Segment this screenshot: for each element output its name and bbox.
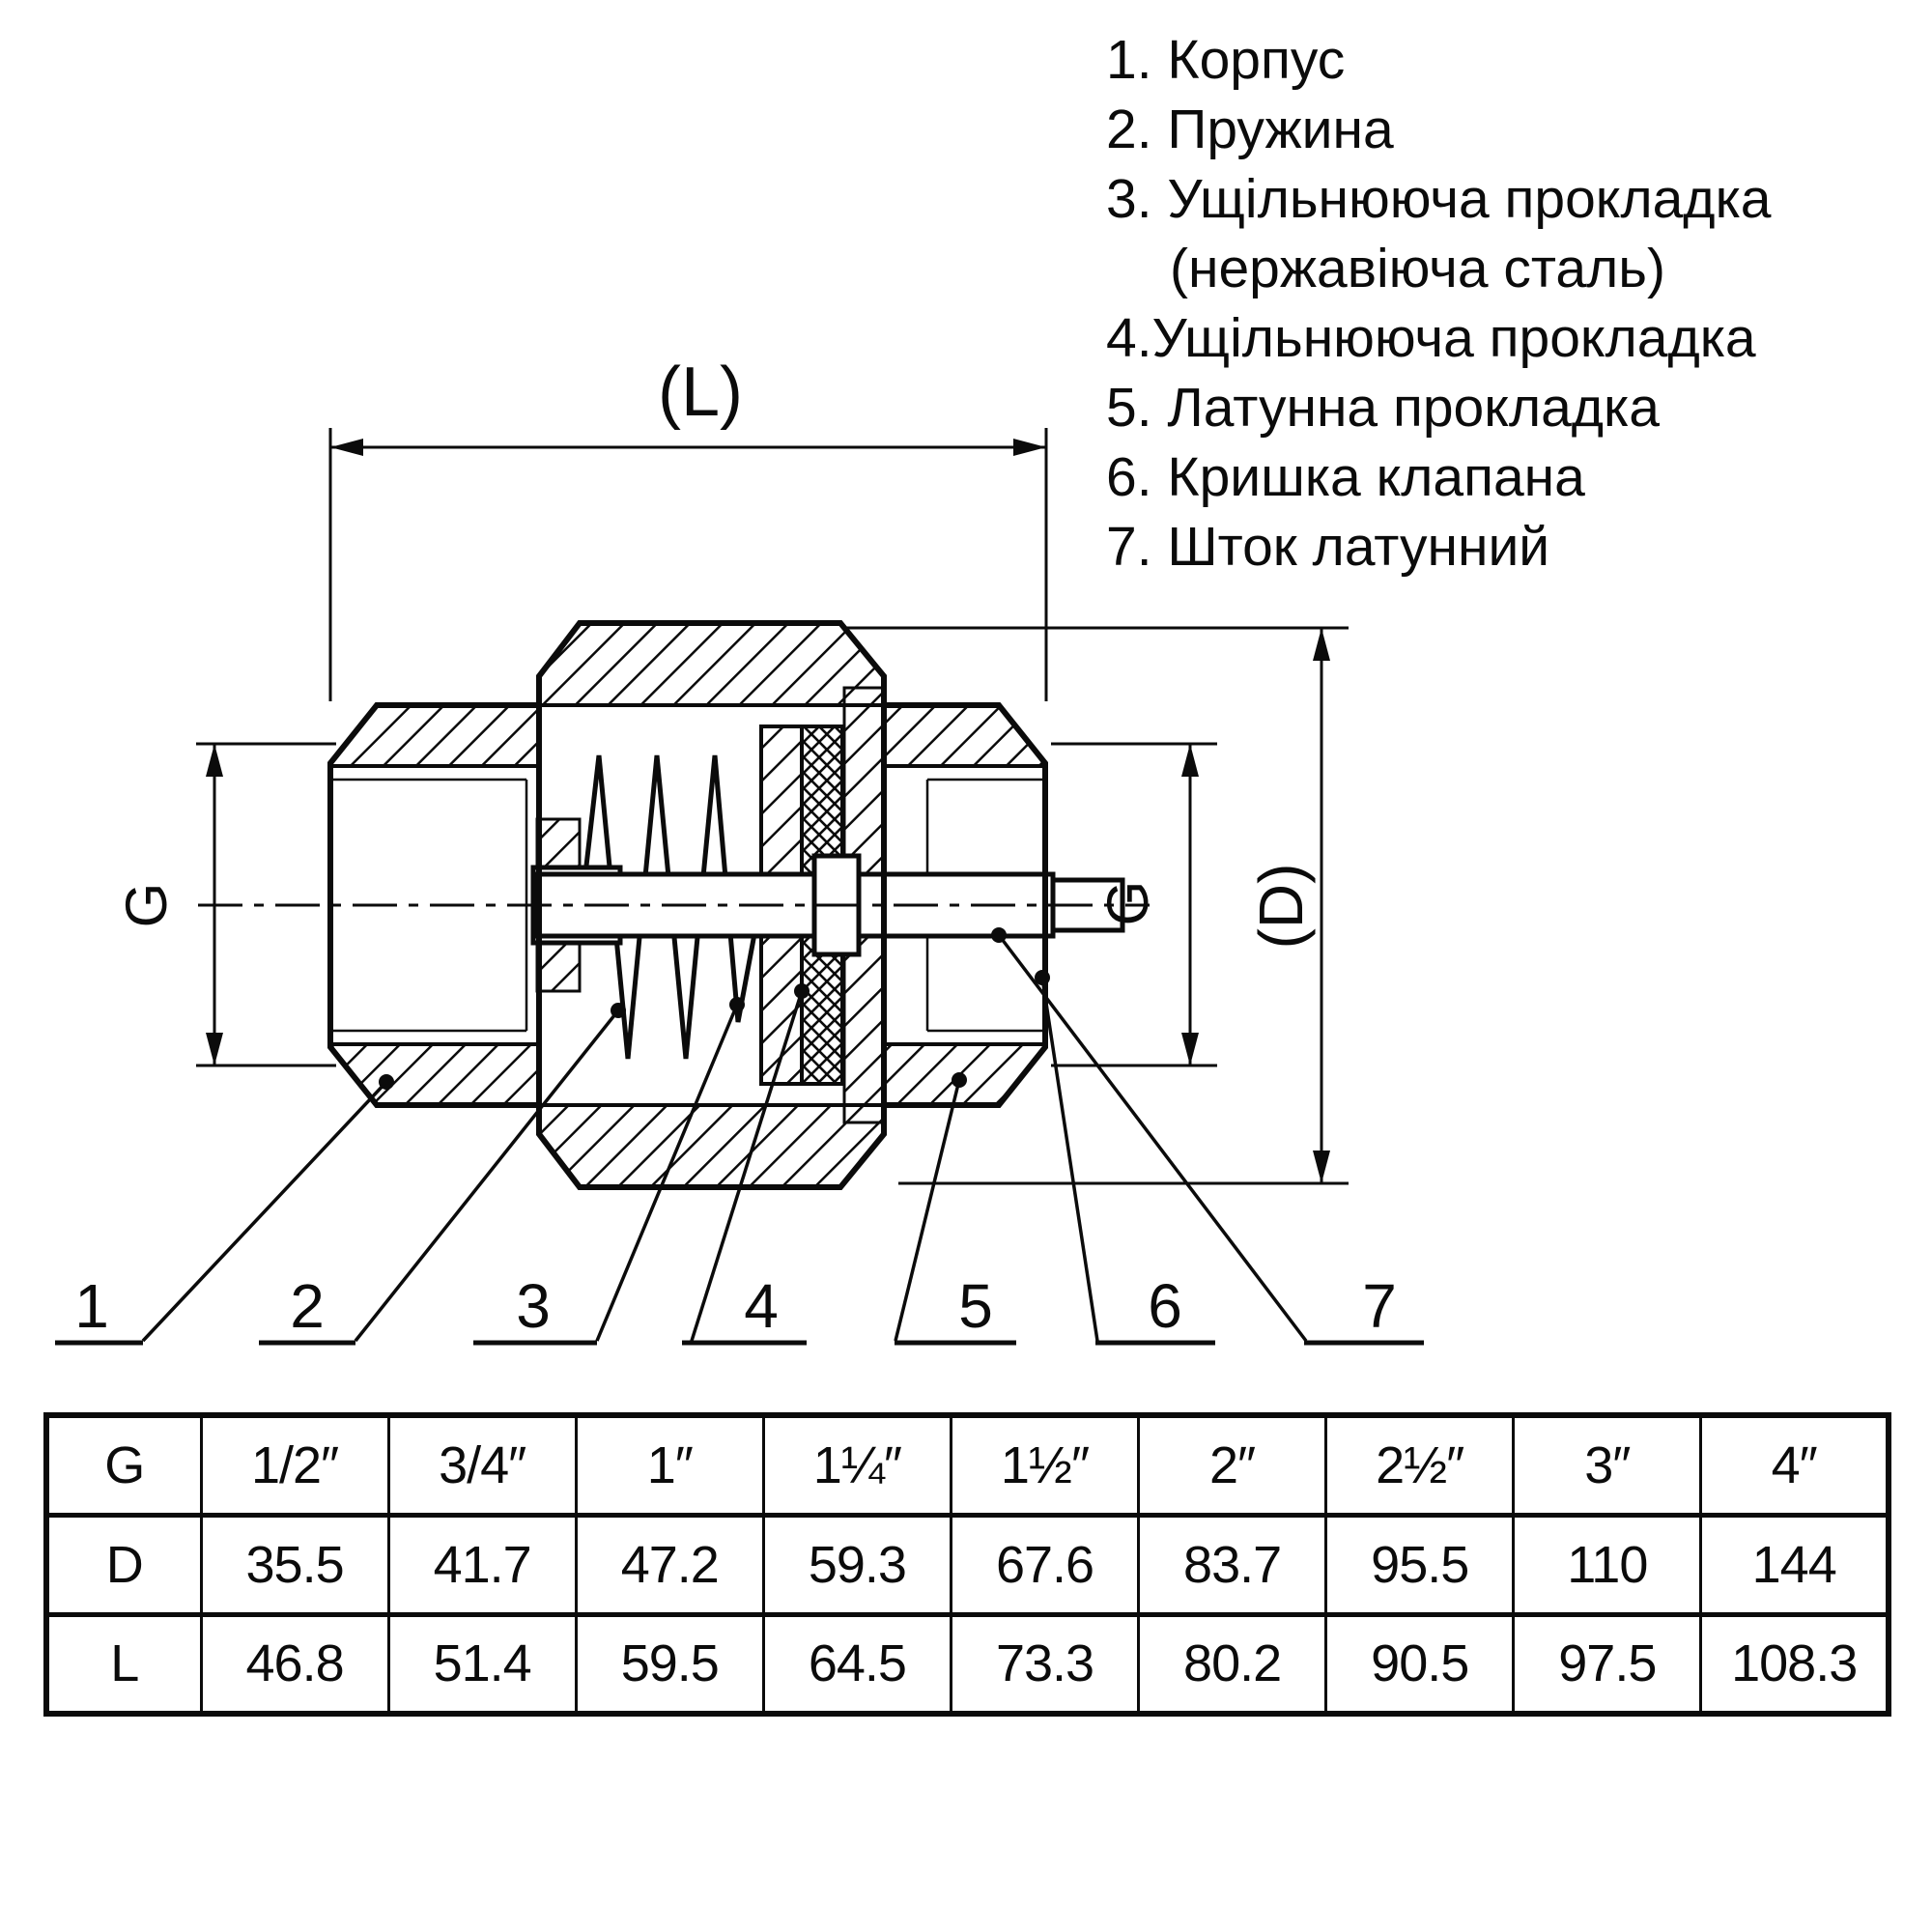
dimension-D-label: (D) bbox=[1246, 863, 1316, 950]
legend-item-3: 3. Ущільнююча прокладка bbox=[1106, 168, 1772, 230]
cell-D-1: 35.5 bbox=[201, 1515, 388, 1614]
dimension-G-right-label: G bbox=[1095, 880, 1160, 926]
cell-G-6: 2″ bbox=[1139, 1415, 1326, 1515]
cell-L-3: 59.5 bbox=[576, 1614, 763, 1714]
legend-item-7: 7. Шток латунний bbox=[1106, 516, 1550, 578]
table-row-L bbox=[46, 1614, 1889, 1714]
cell-G-3: 1″ bbox=[576, 1415, 763, 1515]
cell-L-2: 51.4 bbox=[388, 1614, 576, 1714]
callout-5: 5 bbox=[958, 1271, 993, 1341]
callout-numbers bbox=[74, 1271, 1397, 1341]
table-row-G bbox=[46, 1415, 1889, 1515]
cell-D-9: 144 bbox=[1701, 1515, 1889, 1614]
callout-3: 3 bbox=[516, 1271, 551, 1341]
callout-2: 2 bbox=[290, 1271, 325, 1341]
cell-L-4: 64.5 bbox=[763, 1614, 951, 1714]
callout-4: 4 bbox=[744, 1271, 779, 1341]
body-top-wall bbox=[539, 623, 884, 705]
cell-D-6: 83.7 bbox=[1139, 1515, 1326, 1614]
legend-item-2: 2. Пружина bbox=[1106, 99, 1394, 160]
row-header-L: L bbox=[46, 1614, 201, 1714]
cell-G-5: 1½″ bbox=[951, 1415, 1138, 1515]
cell-D-7: 95.5 bbox=[1326, 1515, 1514, 1614]
spring-seat-lower bbox=[537, 941, 580, 991]
cell-G-4: 1¼″ bbox=[763, 1415, 951, 1515]
legend-item-4: 4.Ущільнююча прокладка bbox=[1106, 307, 1756, 369]
cell-L-1: 46.8 bbox=[201, 1614, 388, 1714]
left-port-top-thread-wall bbox=[330, 705, 539, 766]
seal-gasket-lower bbox=[802, 936, 842, 1084]
legend-item-5: 5. Латунна прокладка bbox=[1106, 377, 1660, 439]
callout-6: 6 bbox=[1148, 1271, 1182, 1341]
cell-D-8: 110 bbox=[1514, 1515, 1701, 1614]
cell-D-2: 41.7 bbox=[388, 1515, 576, 1614]
cell-L-9: 108.3 bbox=[1701, 1614, 1889, 1714]
row-header-D: D bbox=[46, 1515, 201, 1614]
left-port-bottom-thread-wall bbox=[330, 1044, 539, 1105]
cell-G-2: 3/4″ bbox=[388, 1415, 576, 1515]
table-row-D bbox=[46, 1515, 1889, 1614]
legend-item-6: 6. Кришка клапана bbox=[1106, 446, 1585, 508]
legend-item-3-cont: (нержавіюча сталь) bbox=[1170, 238, 1665, 299]
size-table bbox=[43, 1412, 1891, 1717]
cell-L-6: 80.2 bbox=[1139, 1614, 1326, 1714]
cell-L-5: 73.3 bbox=[951, 1614, 1138, 1714]
seal-gasket-upper bbox=[802, 726, 842, 874]
cell-G-8: 3″ bbox=[1514, 1415, 1701, 1515]
row-header-G: G bbox=[46, 1415, 201, 1515]
legend-item-1: 1. Корпус bbox=[1106, 29, 1346, 91]
cell-L-8: 97.5 bbox=[1514, 1614, 1701, 1714]
dimension-L-label: (L) bbox=[658, 354, 743, 431]
cell-D-5: 67.6 bbox=[951, 1515, 1138, 1614]
valve-disc-upper bbox=[761, 726, 802, 874]
parts-legend bbox=[1106, 25, 1771, 582]
cell-L-7: 90.5 bbox=[1326, 1614, 1514, 1714]
cell-D-3: 47.2 bbox=[576, 1515, 763, 1614]
callout-7: 7 bbox=[1362, 1271, 1397, 1341]
cell-D-4: 59.3 bbox=[763, 1515, 951, 1614]
callout-1: 1 bbox=[74, 1271, 109, 1341]
spring-seat-upper bbox=[537, 819, 580, 869]
valve-cover-lower bbox=[844, 936, 883, 1122]
body-bottom-wall bbox=[539, 1105, 884, 1187]
cell-G-1: 1/2″ bbox=[201, 1415, 388, 1515]
cell-G-9: 4″ bbox=[1701, 1415, 1889, 1515]
cell-G-7: 2½″ bbox=[1326, 1415, 1514, 1515]
dimension-G-left-label: G bbox=[114, 882, 179, 928]
valve-cover-upper bbox=[844, 688, 883, 874]
